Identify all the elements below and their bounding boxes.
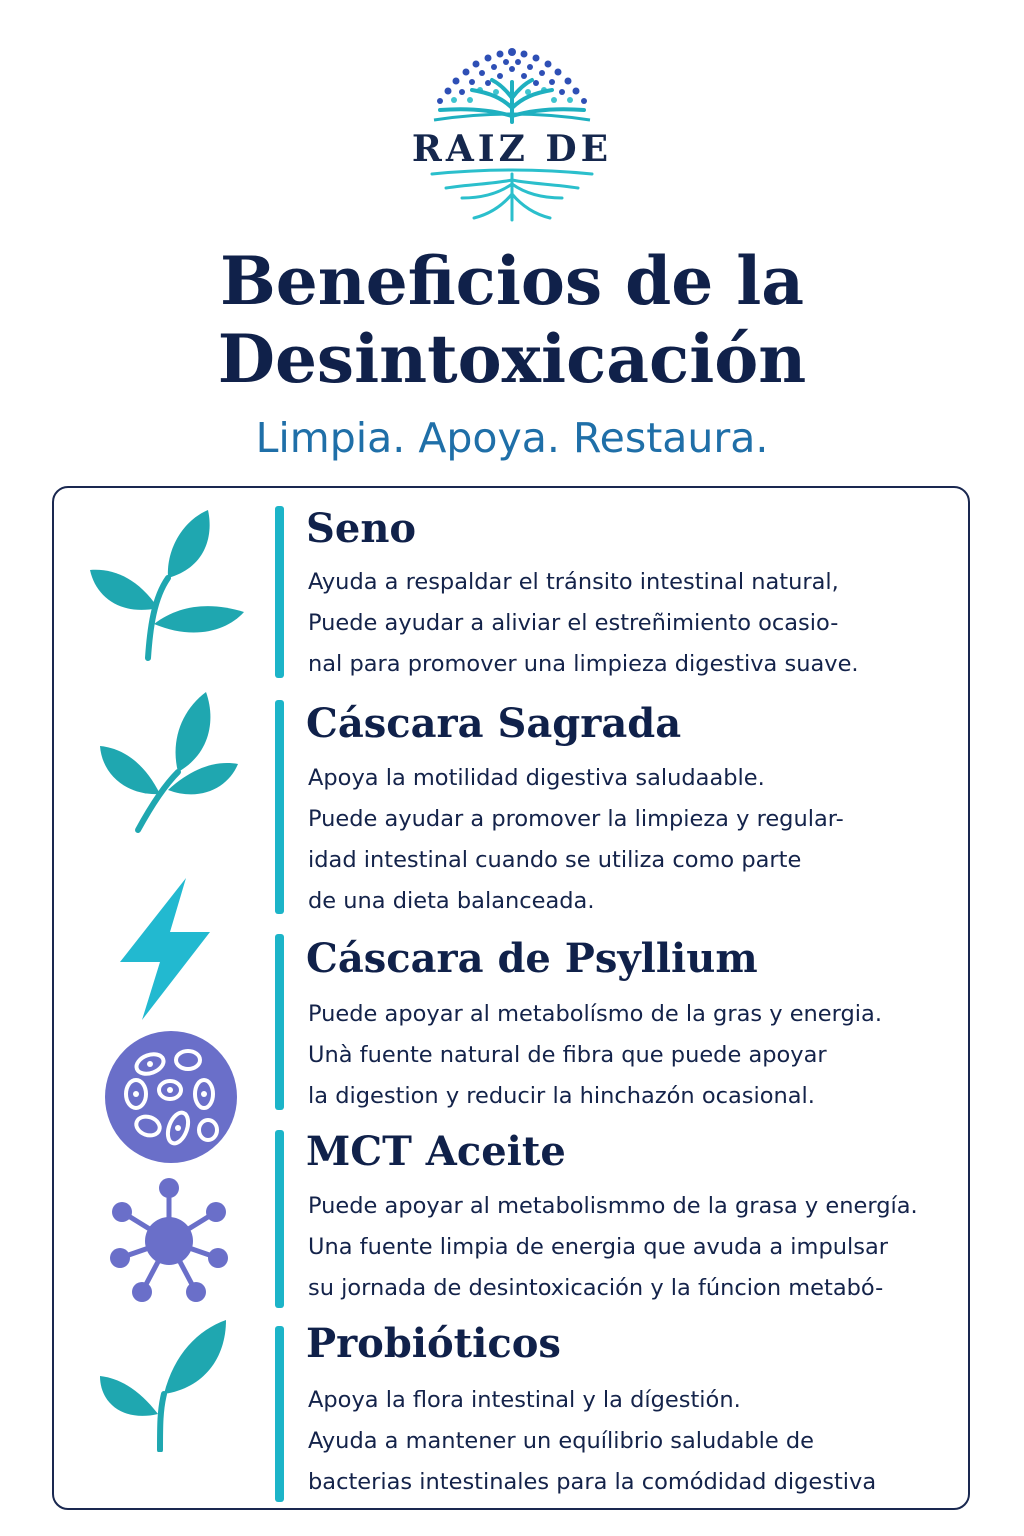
- section-accent-bar: [275, 506, 284, 678]
- section-accent-bar: [275, 1326, 284, 1502]
- lightning-icon: [116, 876, 212, 1022]
- description-line: Puede ayudar a promover la limpieza y regular-: [308, 806, 844, 832]
- tagline: Limpia. Apoya. Restaura.: [255, 414, 769, 462]
- description-line: su jornada de desintoxicación y la fúncion metabó-: [308, 1275, 884, 1301]
- title-line-2: Desintoxicación: [217, 320, 807, 398]
- description-line: bacterias intestinales para la comódidad digestiva: [308, 1469, 877, 1495]
- ingredient-description: [308, 994, 882, 1117]
- page-title: [0, 242, 1024, 398]
- section-accent-bar: [275, 934, 284, 1110]
- ingredient-description: [308, 758, 844, 922]
- section-accent-bar: [275, 700, 284, 914]
- title-line-1: Beneficios de la: [219, 242, 805, 320]
- description-line: la digestion y reducir la hinchazón ocasional.: [308, 1083, 815, 1109]
- description-line: Apoya la flora intestinal y la dígestión.: [308, 1387, 741, 1413]
- sprout-icon: [98, 1318, 228, 1452]
- ingredient-name-probioticos: Probióticos: [306, 1320, 561, 1367]
- description-line: Ayuda a mantener un equílibrio saludable de: [308, 1428, 814, 1454]
- description-line: Puede apoyar al metabolismmo de la grasa y energía.: [308, 1193, 918, 1219]
- ingredient-name-cascara-sagrada: Cáscara Sagrada: [306, 700, 682, 747]
- description-line: idad intestinal cuando se utiliza como parte: [308, 847, 802, 873]
- ingredient-name-mct-aceite: MCT Aceite: [306, 1128, 566, 1175]
- ingredient-description: [308, 1380, 876, 1503]
- molecule-icon: [104, 1176, 234, 1306]
- ingredient-description: [308, 562, 859, 685]
- description-line: Ayuda a respaldar el tránsito intestinal natural,: [308, 569, 839, 595]
- description-line: Una fuente limpia de energia que avuda a impulsar: [308, 1234, 889, 1260]
- ingredient-name-cascara-de-psyllium: Cáscara de Psyllium: [306, 935, 758, 982]
- ingredient-name-seno: Seno: [306, 505, 417, 552]
- description-line: Apoya la motilidad digestiva saludaable.: [308, 765, 765, 791]
- ingredient-description: [308, 1186, 918, 1309]
- description-line: de una dieta balanceada.: [308, 888, 595, 914]
- description-line: Puede apoyar al metabolísmo de la gras y energia.: [308, 1001, 882, 1027]
- section-accent-bar: [275, 1130, 284, 1308]
- leaf-branch-icon: [98, 690, 242, 838]
- leaf-branch-icon: [88, 508, 248, 668]
- description-line: Puede ayudar a aliviar el estreñimiento ocasio-: [308, 610, 839, 636]
- cells-icon: [104, 1030, 238, 1164]
- description-line: Unà fuente natural de fibra que puede apoyar: [308, 1042, 827, 1068]
- brand-name: RAIZ DE: [411, 128, 613, 170]
- description-line: nal para promover una limpieza digestiva suave.: [308, 651, 859, 677]
